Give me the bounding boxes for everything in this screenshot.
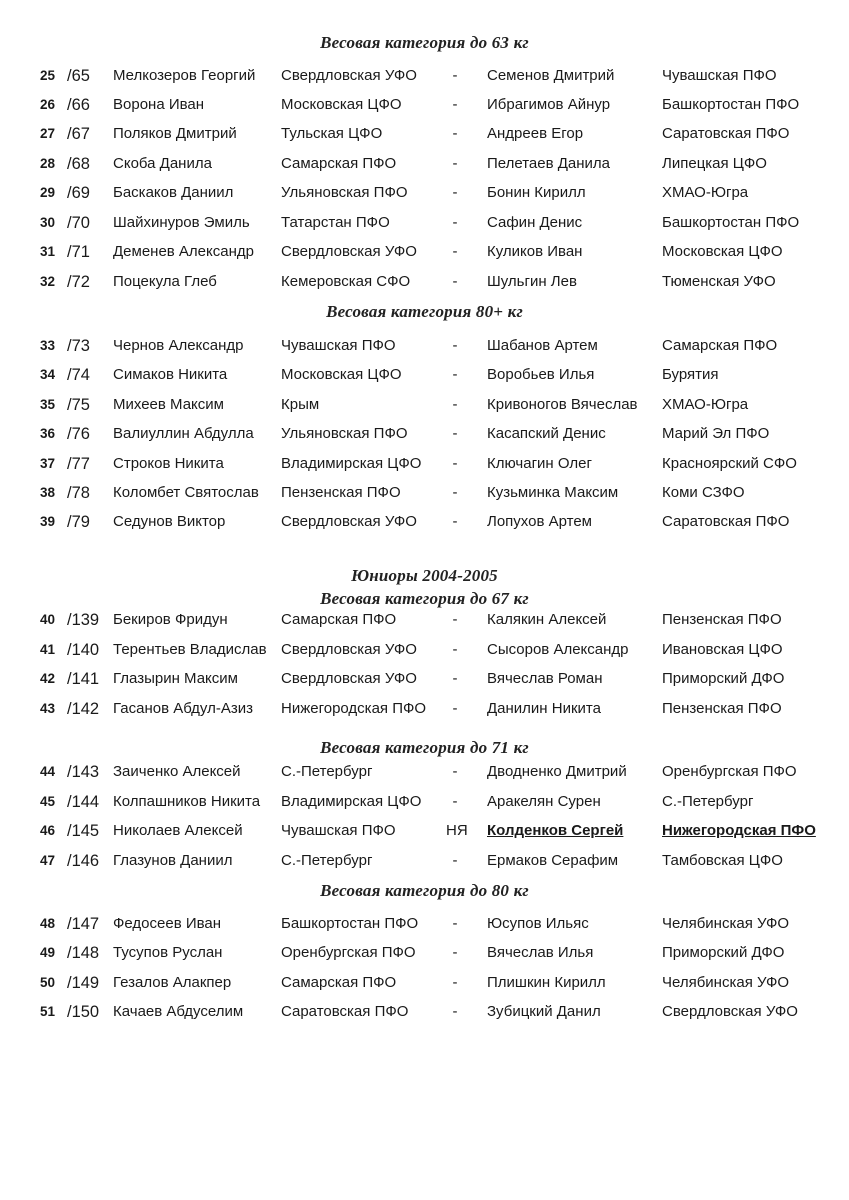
bout-row <box>0 240 849 264</box>
athlete-red: Симаков Никита <box>113 366 228 383</box>
athlete-red: Колпашников Никита <box>113 793 261 810</box>
bout-row <box>0 1000 849 1024</box>
result: - <box>452 763 458 780</box>
region-blue: Красноярский СФО <box>662 455 797 472</box>
region-red: Свердловская УФО <box>281 641 417 658</box>
region-red: Владимирская ЦФО <box>281 793 422 810</box>
bout-number: 48 <box>40 916 56 931</box>
region-red: Ульяновская ПФО <box>281 425 408 442</box>
bout-number: 37 <box>40 456 56 471</box>
section-title-80plus: Весовая категория 80+ кг <box>326 302 523 321</box>
bout-row <box>0 608 849 632</box>
athlete-blue: Калякин Алексей <box>487 611 607 628</box>
result: - <box>452 641 458 658</box>
bout-number: 27 <box>40 126 56 141</box>
bout-row <box>0 971 849 995</box>
bout-row <box>0 363 849 387</box>
region-blue: Башкортостан ПФО <box>662 214 800 231</box>
pair-number: /69 <box>67 184 90 202</box>
region-red: Ульяновская ПФО <box>281 184 408 201</box>
section-title-71kg: Весовая категория до 71 кг <box>320 738 529 757</box>
pair-number: /67 <box>67 125 90 143</box>
bout-row <box>0 697 849 721</box>
result: - <box>452 455 458 472</box>
athlete-blue: Дводненко Дмитрий <box>487 763 627 780</box>
bout-number: 39 <box>40 514 56 529</box>
bout-number: 51 <box>40 1004 56 1019</box>
region-red: Татарстан ПФО <box>281 214 390 231</box>
region-blue: Ивановская ЦФО <box>662 641 783 658</box>
region-blue: Тамбовская ЦФО <box>662 852 783 869</box>
bout-row <box>0 510 849 534</box>
region-blue: С.-Петербург <box>662 793 754 810</box>
region-blue: Свердловская УФО <box>662 1003 798 1020</box>
pair-number: /76 <box>67 425 90 443</box>
bout-row <box>0 64 849 88</box>
pair-number: /143 <box>67 763 100 781</box>
result: - <box>452 425 458 442</box>
result: - <box>452 243 458 260</box>
bout-number: 33 <box>40 338 56 353</box>
athlete-red: Шайхинуров Эмиль <box>113 214 250 231</box>
athlete-blue: Сысоров Александр <box>487 641 629 658</box>
pair-number: /71 <box>67 243 90 261</box>
region-red: Владимирская ЦФО <box>281 455 422 472</box>
bout-row <box>0 93 849 117</box>
pair-number: /148 <box>67 944 100 962</box>
region-red: Крым <box>281 396 320 413</box>
bout-row <box>0 790 849 814</box>
pair-number: /146 <box>67 852 100 870</box>
region-blue: Липецкая ЦФО <box>662 155 767 172</box>
bout-row <box>0 422 849 446</box>
athlete-blue: Лопухов Артем <box>487 513 592 530</box>
region-blue: Московская ЦФО <box>662 243 783 260</box>
bout-row <box>0 638 849 662</box>
region-red: Свердловская УФО <box>281 243 417 260</box>
bout-row <box>0 760 849 784</box>
region-blue: Саратовская ПФО <box>662 125 790 142</box>
region-blue: Пензенская ПФО <box>662 700 782 717</box>
bout-number: 26 <box>40 97 56 112</box>
pair-number: /149 <box>67 974 100 992</box>
result: - <box>452 125 458 142</box>
region-red: Свердловская УФО <box>281 670 417 687</box>
result: - <box>452 366 458 383</box>
result: - <box>452 974 458 991</box>
result: - <box>452 944 458 961</box>
bout-number: 35 <box>40 397 56 412</box>
bout-number: 47 <box>40 853 56 868</box>
athlete-red: Седунов Виктор <box>113 513 226 530</box>
athlete-red: Михеев Максим <box>113 396 224 413</box>
athlete-red: Тусупов Руслан <box>113 944 223 961</box>
bout-number: 25 <box>40 68 56 83</box>
athlete-blue: Зубицкий Данил <box>487 1003 601 1020</box>
result: - <box>452 396 458 413</box>
athlete-red: Бекиров Фридун <box>113 611 228 628</box>
athlete-red: Коломбет Святослав <box>113 484 259 501</box>
athlete-blue: Сафин Денис <box>487 214 583 231</box>
bout-number: 28 <box>40 156 56 171</box>
region-blue: Саратовская ПФО <box>662 513 790 530</box>
region-blue: Башкортостан ПФО <box>662 96 800 113</box>
region-blue: Тюменская УФО <box>662 273 776 290</box>
section-title-80kg: Весовая категория до 80 кг <box>320 881 529 900</box>
bout-number: 50 <box>40 975 56 990</box>
athlete-red: Качаев Абдуселим <box>113 1003 244 1020</box>
bout-row <box>0 334 849 358</box>
region-blue: Самарская ПФО <box>662 337 778 354</box>
athlete-blue: Кузьминка Максим <box>487 484 619 501</box>
result: - <box>452 96 458 113</box>
region-blue: ХМАО-Югра <box>662 184 749 201</box>
region-red: Тульская ЦФО <box>281 125 383 142</box>
athlete-red: Чернов Александр <box>113 337 244 354</box>
bout-row <box>0 667 849 691</box>
athlete-blue: Ибрагимов Айнур <box>487 96 611 113</box>
bout-number: 41 <box>40 642 56 657</box>
bout-row <box>0 481 849 505</box>
region-red: Башкортостан ПФО <box>281 915 419 932</box>
bout-number: 49 <box>40 945 56 960</box>
result: - <box>452 337 458 354</box>
bout-number: 29 <box>40 185 56 200</box>
juniors-title: Юниоры 2004-2005 <box>351 566 498 585</box>
result: - <box>452 611 458 628</box>
result: - <box>452 484 458 501</box>
bout-number: 31 <box>40 244 56 259</box>
athlete-blue: Касапский Денис <box>487 425 606 442</box>
athlete-blue: Воробьев Илья <box>487 366 595 383</box>
bout-number: 40 <box>40 612 56 627</box>
region-blue: Чувашская ПФО <box>662 67 777 84</box>
athlete-blue: Данилин Никита <box>487 700 601 717</box>
bout-row <box>0 270 849 294</box>
athlete-blue: Юсупов Ильяс <box>487 915 589 932</box>
pair-number: /144 <box>67 793 100 811</box>
athlete-blue: Колденков Сергей <box>487 822 624 839</box>
region-red: Оренбургская ПФО <box>281 944 416 961</box>
region-red: Московская ЦФО <box>281 96 402 113</box>
region-blue: Челябинская УФО <box>662 915 790 932</box>
pair-number: /72 <box>67 273 90 291</box>
section-title-63kg: Весовая категория до 63 кг <box>320 33 529 52</box>
athlete-red: Ворона Иван <box>113 96 205 113</box>
athlete-blue: Пелетаев Данила <box>487 155 611 172</box>
region-blue: Нижегородская ПФО <box>662 822 816 839</box>
bout-number: 30 <box>40 215 56 230</box>
bout-row <box>0 819 849 843</box>
region-blue: Коми СЗФО <box>662 484 745 501</box>
bout-row <box>0 211 849 235</box>
pair-number: /74 <box>67 366 90 384</box>
athlete-red: Федосеев Иван <box>113 915 222 932</box>
result: - <box>452 214 458 231</box>
region-red: Пензенская ПФО <box>281 484 401 501</box>
bout-row <box>0 941 849 965</box>
region-blue: Оренбургская ПФО <box>662 763 797 780</box>
athlete-blue: Ермаков Серафим <box>487 852 619 869</box>
result: - <box>452 273 458 290</box>
result: - <box>452 915 458 932</box>
region-red: Московская ЦФО <box>281 366 402 383</box>
athlete-blue: Плишкин Кирилл <box>487 974 606 991</box>
bout-number: 43 <box>40 701 56 716</box>
athlete-red: Гезалов Алакпер <box>113 974 232 991</box>
athlete-blue: Бонин Кирилл <box>487 184 586 201</box>
athlete-blue: Шабанов Артем <box>487 337 598 354</box>
bout-row <box>0 152 849 176</box>
athlete-blue: Шульгин Лев <box>487 273 577 290</box>
pair-number: /141 <box>67 670 100 688</box>
athlete-red: Скоба Данила <box>113 155 212 172</box>
bout-number: 46 <box>40 823 56 838</box>
athlete-blue: Куликов Иван <box>487 243 583 260</box>
bout-number: 32 <box>40 274 56 289</box>
region-red: Чувашская ПФО <box>281 822 396 839</box>
athlete-blue: Вячеслав Илья <box>487 944 594 961</box>
region-blue: Марий Эл ПФО <box>662 425 770 442</box>
athlete-red: Мелкозеров Георгий <box>113 67 256 84</box>
pair-number: /142 <box>67 700 100 718</box>
region-red: Свердловская УФО <box>281 67 417 84</box>
athlete-red: Строков Никита <box>113 455 224 472</box>
bout-number: 45 <box>40 794 56 809</box>
athlete-blue: Андреев Егор <box>487 125 584 142</box>
athlete-red: Глазунов Даниил <box>113 852 233 869</box>
pair-number: /70 <box>67 214 90 232</box>
result: - <box>452 700 458 717</box>
pair-number: /140 <box>67 641 100 659</box>
athlete-red: Заиченко Алексей <box>113 763 241 780</box>
result: - <box>452 1003 458 1020</box>
pair-number: /65 <box>67 67 90 85</box>
pair-number: /77 <box>67 455 90 473</box>
pair-number: /139 <box>67 611 100 629</box>
athlete-blue: Аракелян Сурен <box>487 793 601 810</box>
athlete-red: Терентьев Владислав <box>113 641 267 658</box>
result: - <box>452 155 458 172</box>
bout-row <box>0 393 849 417</box>
region-red: Нижегородская ПФО <box>281 700 427 717</box>
athlete-red: Баскаков Даниил <box>113 184 234 201</box>
bout-row <box>0 452 849 476</box>
pair-number: /78 <box>67 484 90 502</box>
region-red: С.-Петербург <box>281 763 373 780</box>
result: - <box>452 184 458 201</box>
region-red: Чувашская ПФО <box>281 337 396 354</box>
pair-number: /75 <box>67 396 90 414</box>
athlete-blue: Семенов Дмитрий <box>487 67 615 84</box>
region-blue: Приморский ДФО <box>662 944 785 961</box>
bout-number: 44 <box>40 764 56 779</box>
bout-row <box>0 849 849 873</box>
pair-number: /73 <box>67 337 90 355</box>
bout-number: 38 <box>40 485 56 500</box>
bout-row <box>0 912 849 936</box>
result: - <box>452 67 458 84</box>
athlete-blue: Ключагин Олег <box>487 455 592 472</box>
athlete-red: Деменев Александр <box>113 243 254 260</box>
bout-row <box>0 181 849 205</box>
athlete-red: Глазырин Максим <box>113 670 238 687</box>
region-blue: Челябинская УФО <box>662 974 790 991</box>
athlete-red: Гасанов Абдул-Азиз <box>113 700 253 717</box>
bout-row <box>0 122 849 146</box>
region-blue: Бурятия <box>662 366 719 383</box>
athlete-red: Поцекула Глеб <box>113 273 217 290</box>
bout-number: 34 <box>40 367 56 382</box>
bout-number: 36 <box>40 426 56 441</box>
result: НЯ <box>446 822 468 839</box>
pair-number: /145 <box>67 822 100 840</box>
pair-number: /66 <box>67 96 90 114</box>
region-red: Свердловская УФО <box>281 513 417 530</box>
bout-number: 42 <box>40 671 56 686</box>
region-blue: Приморский ДФО <box>662 670 785 687</box>
region-blue: ХМАО-Югра <box>662 396 749 413</box>
result: - <box>452 793 458 810</box>
athlete-red: Валиуллин Абдулла <box>113 425 254 442</box>
pair-number: /150 <box>67 1003 100 1021</box>
region-red: Кемеровская СФО <box>281 273 411 290</box>
pair-number: /79 <box>67 513 90 531</box>
pair-number: /147 <box>67 915 100 933</box>
region-red: Самарская ПФО <box>281 611 397 628</box>
region-red: С.-Петербург <box>281 852 373 869</box>
region-red: Саратовская ПФО <box>281 1003 409 1020</box>
athlete-red: Поляков Дмитрий <box>113 125 237 142</box>
pair-number: /68 <box>67 155 90 173</box>
athlete-red: Николаев Алексей <box>113 822 243 839</box>
region-red: Самарская ПФО <box>281 155 397 172</box>
athlete-blue: Кривоногов Вячеслав <box>487 396 638 413</box>
region-blue: Пензенская ПФО <box>662 611 782 628</box>
region-red: Самарская ПФО <box>281 974 397 991</box>
result: - <box>452 513 458 530</box>
section-title-67kg: Весовая категория до 67 кг <box>320 589 529 608</box>
result: - <box>452 852 458 869</box>
athlete-blue: Вячеслав Роман <box>487 670 603 687</box>
result: - <box>452 670 458 687</box>
